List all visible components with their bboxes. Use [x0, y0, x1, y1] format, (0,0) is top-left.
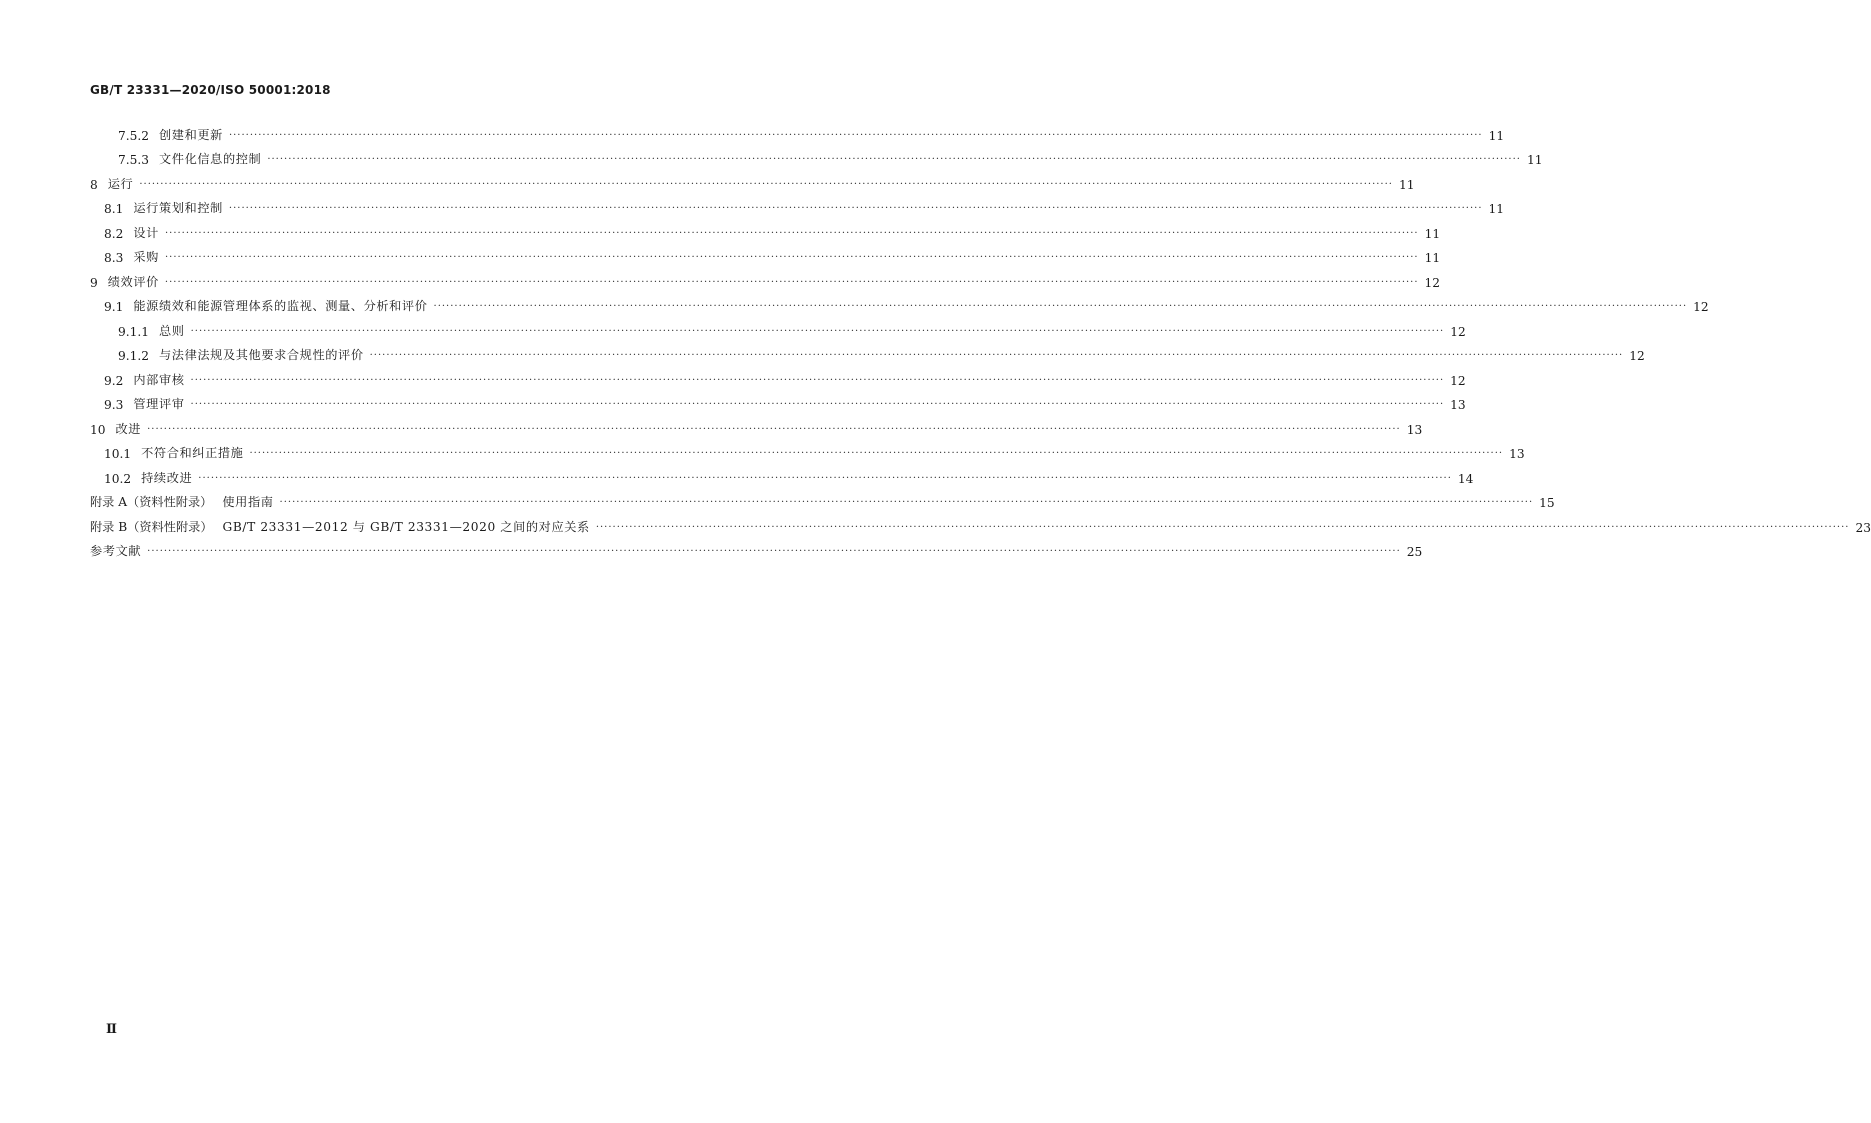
toc-entry-title: 运行策划和控制	[133, 201, 223, 215]
toc-entry[interactable]	[90, 486, 1555, 511]
toc-entry-page: 11	[1526, 153, 1543, 167]
toc-entry-number: 10.2	[104, 471, 132, 486]
toc-entry-page: 12	[1450, 324, 1466, 339]
toc-entry-title: 使用指南	[222, 495, 274, 509]
toc-entry[interactable]	[90, 118, 1505, 143]
toc-entry-number: 附录 B（资料性附录）	[90, 519, 213, 534]
toc-entry-number: 8.2	[104, 226, 124, 241]
toc-leader-dots: ············································································································································································································································································································	[147, 546, 1401, 557]
toc-entry-number: 9.2	[104, 373, 124, 388]
toc-leader-dots: ············································································································································································································································································································	[147, 423, 1401, 435]
toc-entry[interactable]	[90, 265, 1441, 290]
toc-entry-page: 11	[1488, 128, 1505, 143]
toc-entry[interactable]	[90, 314, 1466, 339]
toc-entry-page: 14	[1457, 471, 1474, 486]
toc-entry-number: 10	[90, 422, 106, 437]
toc-entry-page: 15	[1539, 496, 1555, 510]
document-header: GB/T 23331—2020/ISO 50001:2018	[90, 83, 331, 97]
toc-entry[interactable]	[90, 216, 1441, 241]
toc-entry-number: 9	[90, 275, 98, 290]
toc-leader-dots: ············································································································································································································································································································	[198, 472, 1452, 484]
toc-leader-dots: ············································································································································································································································································································	[190, 399, 1445, 410]
toc-leader-dots: ············································································································································································································································································································	[433, 301, 1688, 312]
toc-leader-dots: ············································································································································································································································································································	[267, 154, 1521, 165]
toc-entry-number: 9.1.1	[118, 324, 150, 339]
toc-entry-number: 9.1.2	[118, 349, 150, 363]
toc-entry-title: 持续改进	[141, 470, 193, 485]
toc-entry-number: 7.5.2	[118, 128, 150, 143]
toc-leader-dots: ············································································································································································································································································································	[164, 276, 1419, 288]
toc-entry-page: 12	[1424, 275, 1441, 290]
toc-entry-title: 参考文献	[90, 544, 142, 558]
toc-entry-title: 与法律法规及其他要求合规性的评价	[159, 348, 364, 362]
toc-entry-number: 8.3	[104, 251, 124, 265]
toc-entry[interactable]	[90, 290, 1709, 315]
toc-leader-dots: ············································································································································································································································································································	[190, 374, 1445, 386]
toc-leader-dots: ············································································································································································································································································································	[190, 325, 1445, 337]
toc-entry-title: 绩效评价	[107, 274, 159, 289]
toc-leader-dots: ············································································································································································································································································································	[249, 448, 1504, 459]
toc-entry-title: 创建和更新	[159, 127, 223, 142]
toc-entry[interactable]	[90, 241, 1441, 266]
toc-entry[interactable]	[90, 535, 1423, 560]
toc-entry-page: 11	[1488, 202, 1505, 216]
toc-entry-number: 7.5.3	[118, 153, 150, 167]
toc-entry[interactable]	[90, 510, 1871, 535]
toc-entry-number: 9.1	[104, 300, 124, 314]
toc-entry-number: 附录 A（资料性附录）	[90, 495, 213, 509]
table-of-contents	[90, 118, 1871, 559]
toc-entry-page: 12	[1693, 300, 1709, 314]
toc-entry-title: 运行	[107, 176, 134, 191]
toc-entry-title: 能源绩效和能源管理体系的监视、测量、分析和评价	[133, 299, 428, 313]
toc-entry-page: 13	[1509, 447, 1525, 461]
toc-entry[interactable]	[90, 167, 1415, 192]
toc-leader-dots: ············································································································································································································································································································	[369, 350, 1624, 361]
toc-entry[interactable]	[90, 437, 1525, 462]
toc-entry[interactable]	[90, 388, 1466, 413]
toc-entry-title: 管理评审	[133, 397, 185, 411]
toc-entry-page: 11	[1398, 177, 1415, 192]
toc-entry-title: GB/T 23331—2012 与 GB/T 23331—2020 之间的对应关系	[222, 519, 590, 534]
toc-leader-dots: ············································································································································································································································································································	[279, 497, 1534, 508]
toc-entry-number: 9.3	[104, 398, 124, 412]
toc-entry[interactable]	[90, 461, 1474, 486]
toc-leader-dots: ············································································································································································································································································································	[595, 521, 1850, 533]
toc-entry[interactable]	[90, 192, 1505, 217]
toc-entry[interactable]	[90, 412, 1423, 437]
toc-entry-title: 不符合和纠正措施	[141, 446, 244, 460]
toc-entry-title: 采购	[133, 250, 159, 264]
toc-leader-dots: ············································································································································································································································································································	[228, 203, 1483, 214]
toc-entry-page: 12	[1450, 373, 1466, 388]
toc-entry[interactable]	[90, 339, 1645, 364]
toc-leader-dots: ············································································································································································································································································································	[139, 178, 1393, 190]
toc-leader-dots: ············································································································································································································································································································	[164, 227, 1419, 239]
toc-entry-page: 11	[1424, 226, 1441, 241]
toc-entry-page: 25	[1406, 545, 1423, 559]
toc-entry-page: 11	[1424, 251, 1441, 265]
toc-leader-dots: ············································································································································································································································································································	[228, 129, 1483, 141]
page-number: Ⅱ	[106, 1022, 117, 1037]
toc-entry[interactable]	[90, 363, 1466, 388]
toc-leader-dots: ············································································································································································································································································································	[164, 252, 1419, 263]
toc-entry[interactable]	[90, 143, 1543, 168]
toc-entry-title: 设计	[133, 225, 159, 240]
toc-entry-page: 13	[1406, 422, 1423, 437]
toc-entry-page: 23	[1855, 520, 1871, 535]
toc-entry-title: 总则	[159, 323, 185, 338]
toc-entry-title: 内部审核	[133, 372, 185, 387]
toc-entry-page: 13	[1450, 398, 1466, 412]
toc-entry-title: 文件化信息的控制	[159, 152, 262, 166]
toc-entry-page: 12	[1629, 349, 1645, 363]
toc-entry-number: 8	[90, 177, 98, 192]
toc-entry-title: 改进	[115, 421, 142, 436]
toc-entry-number: 10.1	[104, 447, 132, 461]
toc-entry-number: 8.1	[104, 202, 124, 216]
